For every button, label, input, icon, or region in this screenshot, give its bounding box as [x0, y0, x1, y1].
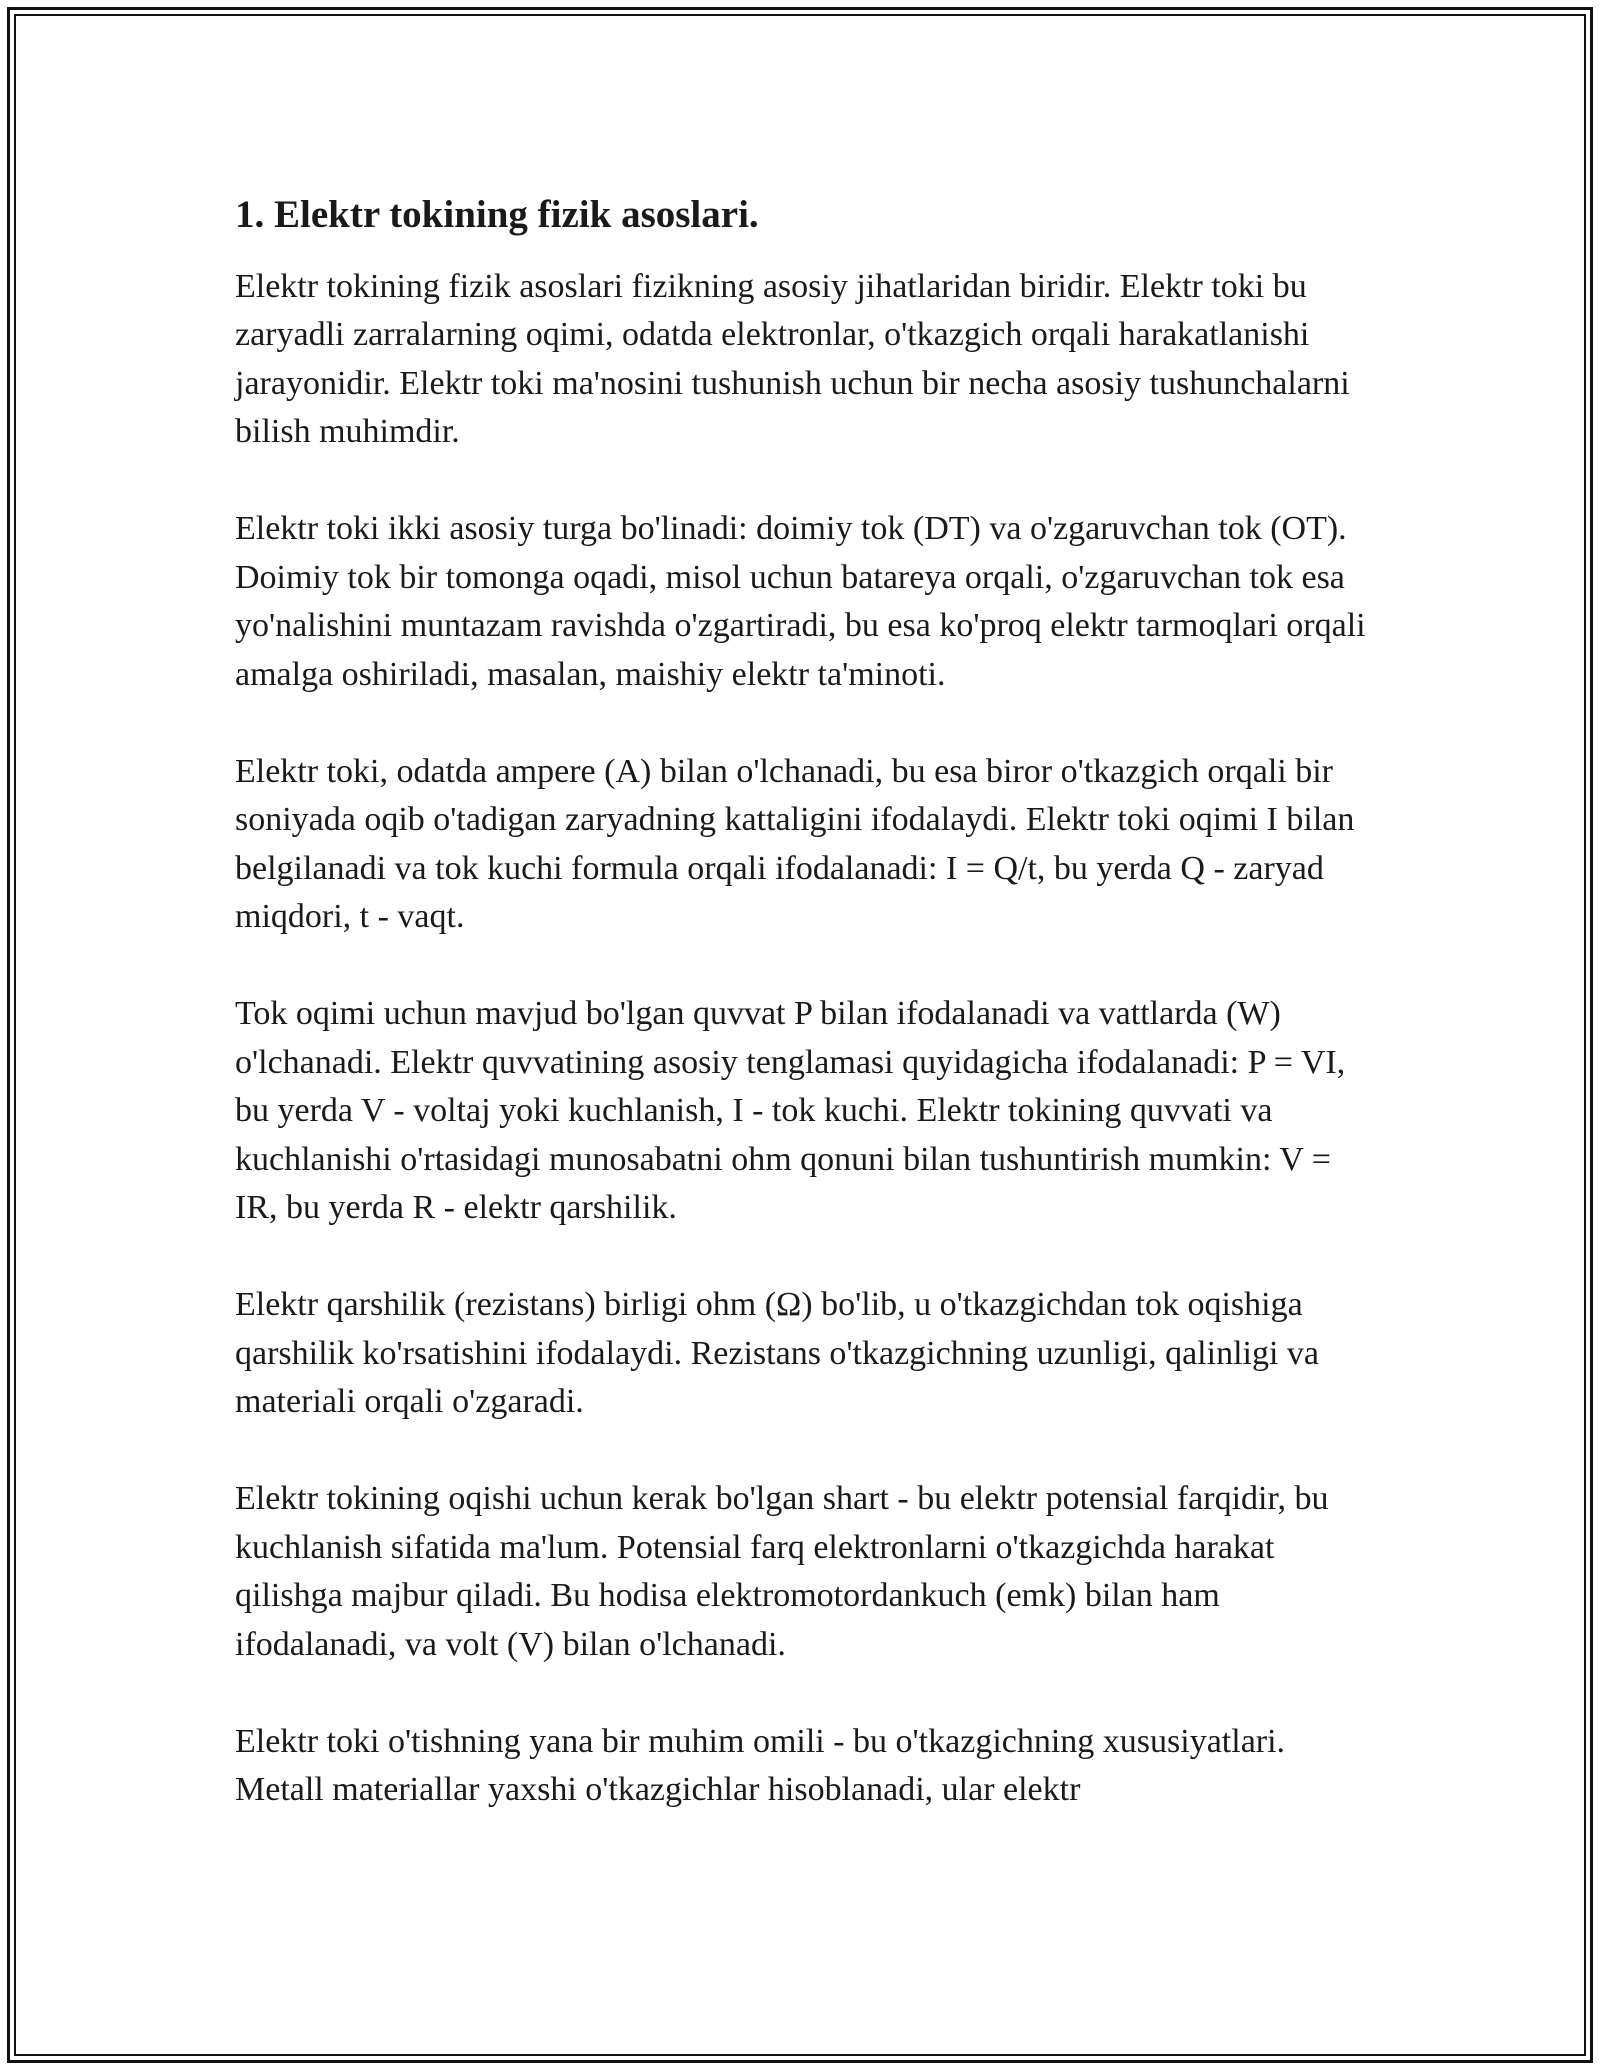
section-title: 1. Elektr tokining fizik asoslari.	[235, 193, 759, 236]
paragraph-intro: Elektr tokining fizik asoslari fizikning asosiy jihatlaridan biridir. Elektr toki bu zaryadli zarralarning oqimi, odatda elektronlar, o'tkazgich orqali harakatlanishi jarayonidir. Elektr toki ma'nosini tushunish uchun bir necha asosiy tushunchalarni bilish muhimdir.	[235, 267, 1350, 451]
paragraph-current-types: Elektr toki ikki asosiy turga bo'linadi: doimiy tok (DT) va o'zgaruvchan tok (OT). Doimiy tok bir tomonga oqadi, misol uchun batareya orqali, o'zgaruvchan tok esa yo'nalishini muntazam ravishda o'zgartiradi, bu esa ko'proq elektr tarmoqlari orqali amalga oshiriladi, masalan, maishiy elektr ta'minoti.	[235, 510, 1366, 693]
document-body	[235, 180, 1370, 1863]
paragraph-ampere: Elektr toki, odatda ampere (A) bilan o'lchanadi, bu esa biror o'tkazgich orqali bir soniyada oqib o'tadigan zaryadning kattaligini ifodalaydi. Elektr toki oqimi I bilan belgilanadi va tok kuchi formula orqali ifodalanadi: I = Q/t, bu yerda Q - zaryad miqdori, t - vaqt.	[235, 752, 1355, 936]
paragraph-resistance: Elektr qarshilik (rezistans) birligi ohm (Ω) bo'lib, u o'tkazgichdan tok oqishiga qarshilik ko'rsatishini ifodalaydi. Rezistans o'tkazgichning uzunligi, qalinligi va materiali orqali o'zgaradi.	[235, 1286, 1319, 1421]
paragraph-power: Tok oqimi uchun mavjud bo'lgan quvvat P bilan ifodalanadi va vattlarda (W) o'lchanadi. Elektr quvvatining asosiy tenglamasi quyidagicha ifodalanadi: P = VI, bu yerda V - voltaj yoki kuchlanish, I - tok kuchi. Elektr tokining quvvati va kuchlanishi o'rtasidagi munosabatni ohm qonuni bilan tushuntirish mumkin: V = IR, bu yerda R - elektr qarshilik.	[235, 995, 1346, 1227]
paragraph-conductors: Elektr toki o'tishning yana bir muhim omili - bu o'tkazgichning xususiyatlari. Metall materiallar yaxshi o'tkazgichlar hisoblanadi, ular elektr	[235, 1722, 1286, 1809]
paragraph-potential: Elektr tokining oqishi uchun kerak bo'lgan shart - bu elektr potensial farqidir, bu kuchlanish sifatida ma'lum. Potensial farq elektronlarni o'tkazgichda harakat qilishga majbur qiladi. Bu hodisa elektromotordankuch (emk) bilan ham ifodalanadi, va volt (V) bilan o'lchanadi.	[235, 1480, 1329, 1663]
